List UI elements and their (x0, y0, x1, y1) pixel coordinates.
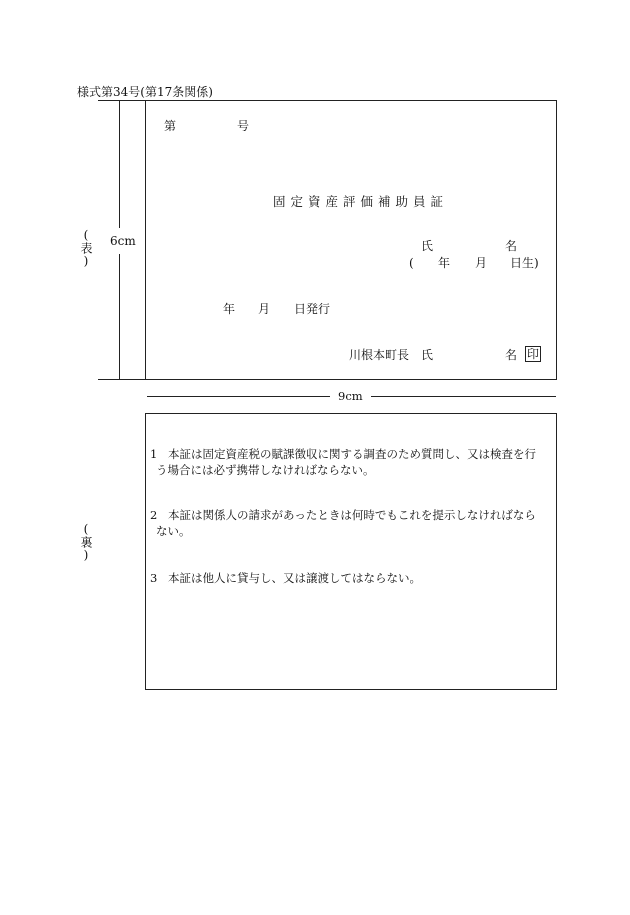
birth-year-label: 年 (438, 256, 451, 270)
card-number-suffix: 号 (237, 119, 250, 133)
dimension-width-line-right (371, 396, 556, 397)
issue-day-label: 日発行 (294, 302, 331, 316)
notice-item-2 (150, 507, 555, 539)
notice-item-3 (150, 570, 555, 586)
issuer-title: 川根本町長 (349, 348, 410, 362)
birth-day-label: 日生) (510, 256, 539, 270)
dimension-height-line-upper (119, 100, 120, 228)
form-caption: 様式第34号(第17条関係) (77, 85, 213, 99)
dimension-width-line-left (147, 396, 330, 397)
card-number-prefix: 第 (164, 119, 177, 133)
front-card (145, 100, 557, 380)
notice-item-number: 2 (150, 508, 158, 522)
notice-item-number: 3 (150, 571, 158, 585)
notice-item-text: 本証は関係人の請求があったときは何時でもこれを提示しなければなら (168, 508, 536, 522)
back-side-label: (裏) (79, 522, 93, 562)
holder-name-label-right: 名 (505, 239, 518, 253)
height-dimension-label: 6cm (110, 234, 136, 248)
notice-item-text: 本証は他人に貸与し、又は譲渡してはならない。 (168, 571, 421, 585)
width-dimension-label: 9cm (338, 389, 363, 403)
holder-name-label-left: 氏 (421, 239, 434, 253)
issuer-name-label-right: 名 (505, 348, 518, 362)
front-side-label: (表) (79, 228, 93, 268)
birth-open-paren: ( (409, 256, 414, 270)
issuer-name-label-left: 氏 (421, 348, 434, 362)
card-title: 固定資産評価補助員証 (273, 194, 449, 209)
notice-item-1 (150, 446, 555, 478)
dimension-bottom-tick (98, 379, 146, 380)
notice-item-continuation: ない。 (156, 524, 191, 538)
notice-item-number: 1 (150, 447, 158, 461)
issue-year-label: 年 (223, 302, 236, 316)
notice-item-continuation: う場合には必ず携帯しなければならない。 (156, 463, 375, 477)
dimension-top-tick (98, 100, 146, 101)
seal-mark: 印 (527, 347, 540, 361)
notice-item-text: 本証は固定資産税の賦課徴収に関する調査のため質問し、又は検査を行 (168, 447, 536, 461)
birth-month-label: 月 (475, 256, 488, 270)
issue-month-label: 月 (258, 302, 271, 316)
dimension-height-line-lower (119, 254, 120, 379)
